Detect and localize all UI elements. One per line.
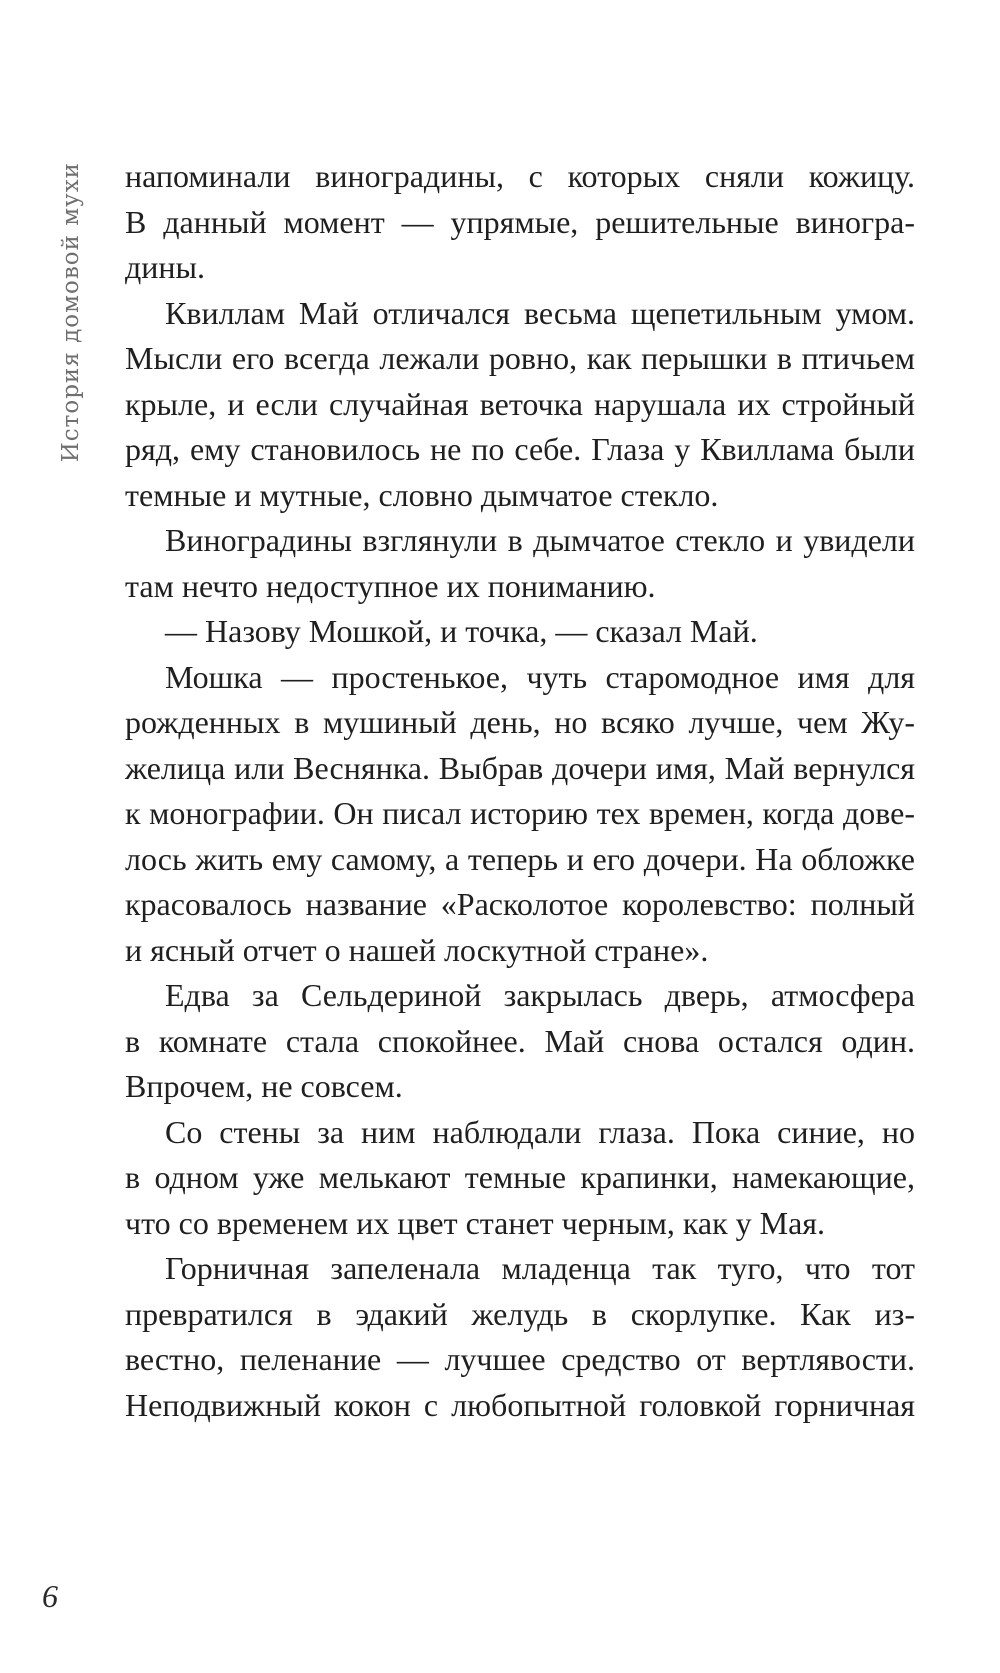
text-line: в одном уже мелькают темные крапинки, намекающие,: [125, 1159, 915, 1195]
text-line: В данный момент — упрямые, решительные виногра-: [125, 203, 915, 240]
text-line: к монографии. Он писал историю тех времен, когда дове-: [125, 795, 915, 831]
text-line: Мошка — простенькое, чуть старомодное имя для: [165, 658, 915, 695]
text-line: Неподвижный кокон с любопытной головкой горничная: [125, 1386, 915, 1423]
text-line: Квиллам Май отличался весьма щепетильным умом.: [165, 294, 915, 331]
paragraph: [125, 291, 915, 519]
text-line: что со временем их цвет станет черным, как у Мая.: [125, 1204, 826, 1241]
text-line: в комнате стала спокойнее. Май снова остался один.: [125, 1022, 915, 1059]
body-text: [125, 154, 915, 1428]
text-line: — Назову Мошкой, и точка, — сказал Май.: [165, 613, 758, 649]
paragraph: [125, 1110, 915, 1247]
text-line: Виноградины взглянули в дымчатое стекло и увидели: [165, 522, 915, 558]
running-head-text: История домовой мухи: [58, 162, 84, 463]
text-line: напоминали виноградины, с которых сняли кожицу.: [125, 158, 915, 194]
text-line: Впрочем, не совсем.: [125, 1068, 403, 1104]
text-line: там нечто недоступное их пониманию.: [125, 567, 656, 604]
paragraph: [125, 1246, 915, 1428]
text-line: ряд, ему становилось не по себе. Глаза у Квиллама были: [125, 431, 915, 467]
text-line: и ясный отчет о нашей лоскутной стране».: [125, 931, 709, 968]
text-line: превратился в эдакий желудь в скорлупке. Как из-: [125, 1295, 915, 1332]
paragraph: [125, 518, 915, 609]
paragraph: [125, 609, 915, 655]
text-line: крыле, и если случайная веточка нарушала их стройный: [125, 385, 915, 422]
text-line: рожденных в мушиный день, но всяко лучше, чем Жу-: [125, 704, 915, 740]
text-line: желица или Веснянка. Выбрав дочери имя, Май вернулся: [125, 749, 915, 786]
text-line: темные и мутные, словно дымчатое стекло.: [125, 476, 719, 513]
text-line: Горничная запеленала младенца так туго, что тот: [165, 1250, 915, 1286]
text-line: дины.: [125, 249, 206, 285]
text-line: красовалось название «Расколотое королевство: полный: [125, 886, 915, 922]
paragraph: [125, 655, 915, 974]
page-number: 6: [42, 1578, 58, 1614]
paragraph: [125, 973, 915, 1110]
text-line: Мысли его всегда лежали ровно, как перышки в птичьем: [125, 340, 915, 376]
text-line: лось жить ему самому, а теперь и его дочери. На обложке: [125, 840, 915, 877]
text-line: вестно, пеленание — лучшее средство от вертлявости.: [125, 1341, 915, 1377]
paragraph: [125, 154, 915, 291]
text-line: Едва за Сельдериной закрылась дверь, атмосфера: [165, 977, 915, 1013]
text-line: Со стены за ним наблюдали глаза. Пока синие, но: [165, 1113, 915, 1150]
